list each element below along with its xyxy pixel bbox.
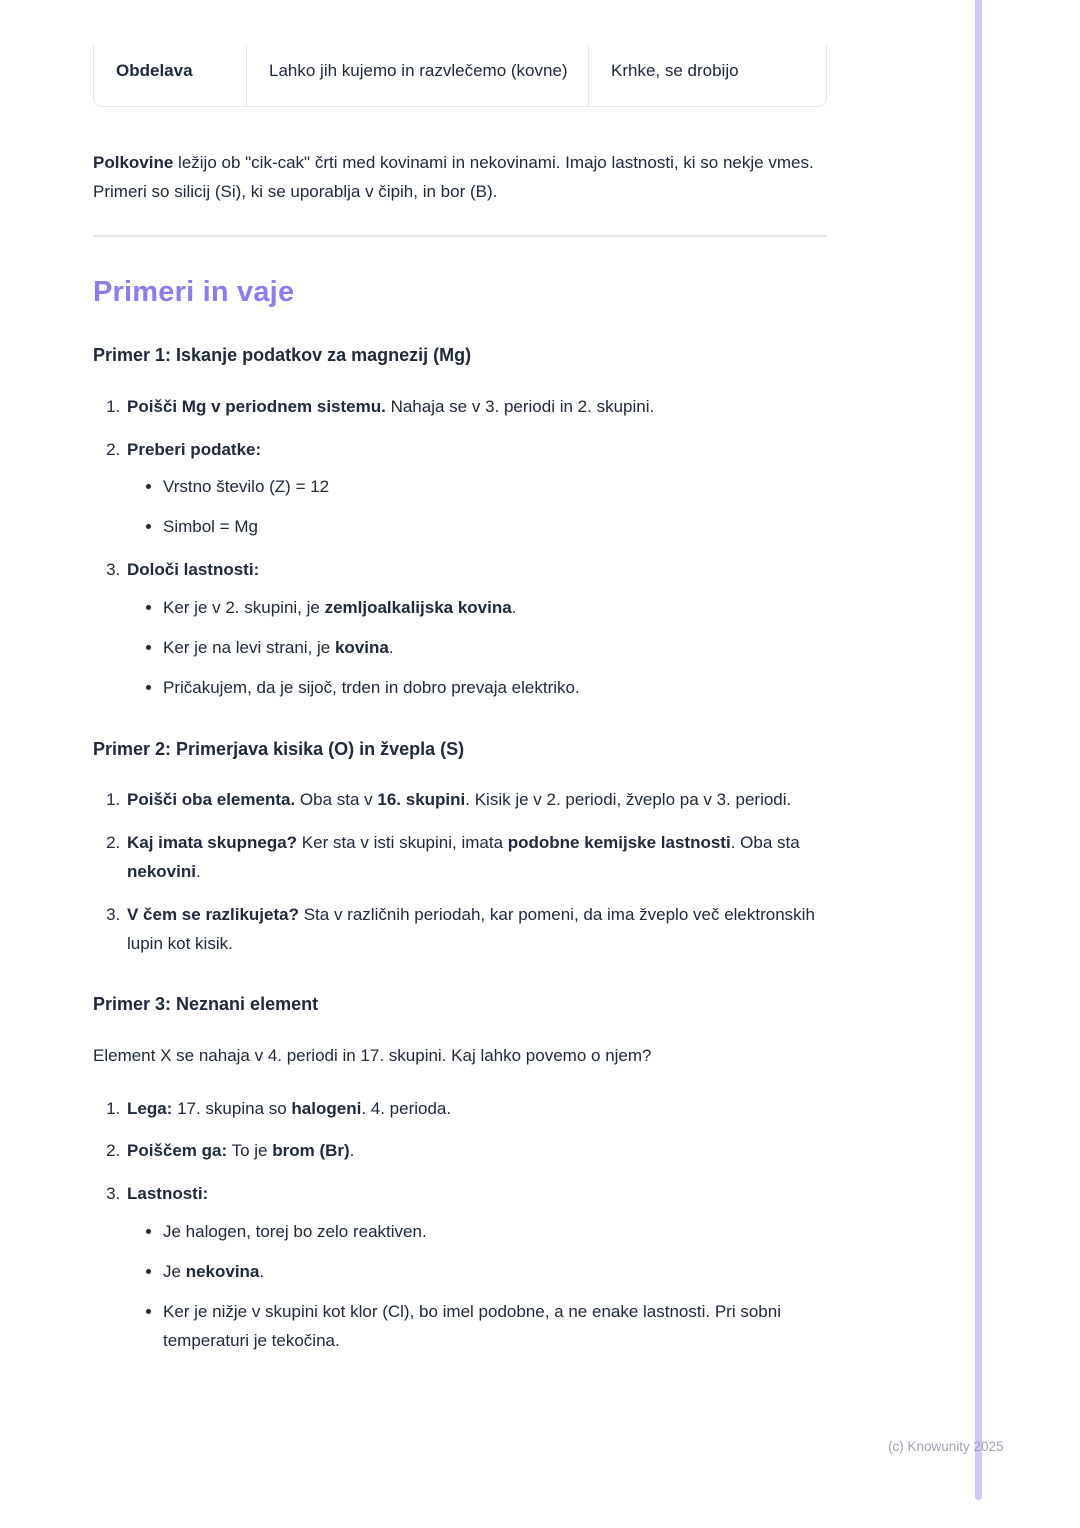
list-item: [125, 786, 827, 815]
copyright-notice: (c) Knowunity 2025: [888, 1439, 1004, 1454]
example1-list: [93, 393, 827, 703]
sub-bullet-list: [127, 473, 827, 542]
list-item: [125, 829, 827, 887]
document-content: [93, 0, 827, 1370]
list-item: [125, 1095, 827, 1124]
table-cell-nonmetals: Krhke, se drobijo: [588, 45, 826, 106]
list-item-text: 1. Poišči Mg v periodnem sistemu. Nahaja se v 3. periodi in 2. skupini.: [127, 396, 655, 416]
table-cell-property: Obdelava: [116, 61, 193, 80]
example3-list: [93, 1095, 827, 1356]
example2-heading: Primer 2: Primerjava kisika (O) in žvepla (S): [93, 738, 465, 759]
bullet-item: • Ker je na levi strani, je kovina.: [163, 634, 827, 663]
example2-list: [93, 786, 827, 958]
list-item: [125, 1137, 827, 1166]
list-item-text: 1. Poišči oba elementa. Oba sta v 16. skupini. Kisik je v 2. periodi, žveplo pa v 3. periodi.: [127, 789, 792, 809]
bullet-item: • Pričakujem, da je sijoč, trden in dobro prevaja elektriko.: [163, 674, 827, 703]
properties-table-fragment: [93, 45, 827, 107]
bullet-item: • Je halogen, torej bo zelo reaktiven.: [163, 1218, 827, 1247]
sub-bullet-list: [127, 1218, 827, 1356]
bullet-item: • Je nekovina.: [163, 1258, 827, 1287]
sub-bullet-list: [127, 594, 827, 703]
list-item: [125, 393, 827, 422]
list-item-text: 2. Preberi podatke:: [127, 439, 262, 459]
metalloids-paragraph: Polkovine ležijo ob "cik-cak" črti med kovinami in nekovinami. Imajo lastnosti, ki so nekje vmes. Primeri so silicij (Si), ki se uporablja v čipih, in bor (B).: [93, 152, 814, 201]
example1-heading: Primer 1: Iskanje podatkov za magnezij (Mg): [93, 345, 472, 366]
table-cell-metals: Lahko jih kujemo in razvlečemo (kovne): [246, 45, 588, 106]
list-item-text: 1. Lega: 17. skupina so halogeni. 4. perioda.: [127, 1098, 452, 1118]
section-title: Primeri in vaje: [93, 275, 295, 308]
list-item-text: 2. Poiščem ga: To je brom (Br).: [127, 1141, 355, 1161]
example3-intro: Element X se nahaja v 4. periodi in 17. skupini. Kaj lahko povemo o njem?: [93, 1045, 652, 1065]
list-item: [125, 901, 827, 959]
list-item: [125, 436, 827, 543]
example3-heading: Primer 3: Neznani element: [93, 994, 319, 1015]
bullet-item: • Simbol = Mg: [163, 513, 827, 542]
bullet-item: • Ker je v 2. skupini, je zemljoalkalijska kovina.: [163, 594, 827, 623]
section-divider: [93, 235, 827, 237]
bullet-item: • Ker je nižje v skupini kot klor (Cl), bo imel podobne, a ne enake lastnosti. Pri sobni temperaturi je tekočina.: [163, 1298, 827, 1356]
right-accent-stripe: [975, 0, 982, 1500]
list-item: [125, 556, 827, 703]
list-item-text: 3. Določi lastnosti:: [127, 560, 260, 580]
bullet-item: • Vrstno število (Z) = 12: [163, 473, 827, 502]
list-item-text: 2. Kaj imata skupnega? Ker sta v isti skupini, imata podobne kemijske lastnosti. Oba sta nekovini.: [127, 832, 800, 881]
list-item: [125, 1180, 827, 1355]
list-item-text: 3. Lastnosti:: [127, 1184, 209, 1204]
list-item-text: 3. V čem se razlikujeta? Sta v različnih periodah, kar pomeni, da ima žveplo več elektronskih lupin kot kisik.: [127, 904, 815, 953]
